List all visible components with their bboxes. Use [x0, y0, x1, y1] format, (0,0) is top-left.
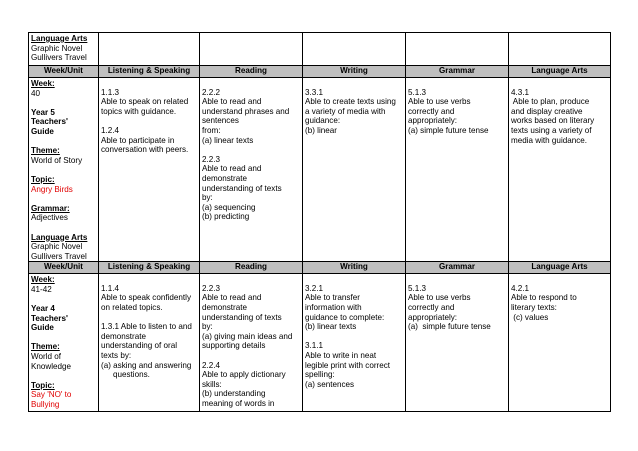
standard-line: understand phrases and — [202, 106, 290, 116]
standard-line: meaning of words in — [202, 399, 275, 408]
theme-value: Knowledge — [31, 361, 72, 371]
reading-cell — [200, 78, 303, 262]
standard-line: appropriately: — [408, 312, 458, 322]
standard-line: 1.2.4 — [101, 125, 120, 135]
standard-line: (a) sentences — [305, 379, 355, 389]
standard-line: texts using a variety of — [511, 125, 592, 135]
grammar-label: Grammar: — [31, 203, 70, 213]
standard-line: media with guidance. — [511, 135, 588, 145]
writing-cell — [303, 274, 406, 412]
col-header-writing: Writing — [303, 66, 406, 78]
theme-value: World of Story — [31, 155, 83, 165]
standard-line: (b) linear — [305, 125, 337, 135]
standard-line: (a) simple future tense — [408, 322, 491, 332]
standard-line: literary texts: — [511, 303, 557, 313]
standard-line: understanding of texts — [202, 183, 282, 193]
standard-line: understanding of oral — [101, 341, 178, 351]
week-value: 40 — [31, 88, 41, 98]
col-header-language-arts: Language Arts — [509, 262, 611, 274]
grammar-value: Adjectives — [31, 213, 68, 223]
standard-line: by: — [202, 193, 213, 203]
header-title: Language Arts — [31, 34, 88, 43]
standard-line: (b) predicting — [202, 212, 250, 222]
year-line: Guide — [31, 126, 54, 136]
standard-line: appropriately: — [408, 116, 458, 126]
standard-line: a variety of media with — [305, 106, 386, 116]
topic-label: Topic: — [31, 174, 55, 184]
topic-label: Topic: — [31, 380, 55, 390]
standard-line: Able to read and — [202, 164, 262, 174]
standard-line: (c) values — [511, 312, 549, 322]
col-header-grammar: Grammar — [406, 262, 509, 274]
standard-line: spelling: — [305, 370, 335, 380]
standard-line: Able to create texts using — [305, 97, 396, 107]
standard-line: understanding of texts — [202, 312, 282, 322]
standard-line: 1.1.3 — [101, 87, 120, 97]
empty-cell — [200, 33, 303, 66]
standard-line: Able to plan, produce — [511, 97, 590, 107]
title-row — [29, 33, 611, 66]
standard-line: works based on literary — [511, 116, 595, 126]
column-header-row — [29, 66, 611, 78]
col-header-reading: Reading — [200, 66, 303, 78]
col-header-grammar: Grammar — [406, 66, 509, 78]
writing-cell — [303, 78, 406, 262]
week-unit-cell — [29, 274, 99, 412]
standard-line: demonstrate — [202, 303, 247, 313]
col-header-listening: Listening & Speaking — [99, 66, 200, 78]
year-line: Teachers' — [31, 117, 68, 127]
standard-line: Able to read and — [202, 97, 262, 107]
language-arts-cell — [509, 78, 611, 262]
standard-line: by: — [202, 322, 213, 332]
standard-line: demonstrate — [202, 173, 247, 183]
standard-line: Able to transfer — [305, 293, 360, 303]
standard-line: 2.2.2 — [202, 87, 221, 97]
year-line: Year 4 — [31, 304, 55, 314]
standard-line: Able to read and — [202, 293, 262, 303]
standard-line: 4.3.1 — [511, 87, 530, 97]
week-row — [29, 274, 611, 412]
col-header-week: Week/Unit — [29, 66, 99, 78]
standard-line: on related topics. — [101, 303, 163, 313]
standard-line: 2.2.4 — [202, 360, 221, 370]
listening-cell — [99, 78, 200, 262]
standard-line: (a) linear texts — [202, 135, 254, 145]
listening-cell — [99, 274, 200, 412]
topic-value: Say 'NO' to — [31, 390, 72, 400]
year-line: Guide — [31, 323, 54, 333]
empty-cell — [509, 33, 611, 66]
standard-line: (b) linear texts — [305, 322, 357, 332]
header-line: Gullivers Travel — [31, 53, 87, 63]
standard-line: Able to speak on related — [101, 97, 189, 107]
standard-line: 4.2.1 — [511, 283, 530, 293]
standard-line: demonstrate — [101, 331, 146, 341]
standard-line: conversation with peers. — [101, 145, 189, 155]
standard-line: guidance: — [305, 116, 341, 126]
theme-label: Theme: — [31, 146, 60, 156]
header-line: Graphic Novel — [31, 43, 83, 53]
standard-line: 2.2.3 — [202, 283, 221, 293]
standard-line: topics with guidance. — [101, 106, 177, 116]
year-line: Teachers' — [31, 313, 68, 323]
col-header-language-arts: Language Arts — [509, 66, 611, 78]
standard-line: Able to write in neat — [305, 351, 377, 361]
col-header-reading: Reading — [200, 262, 303, 274]
standard-line: supporting details — [202, 341, 266, 351]
standard-line: (a) asking and answering — [101, 360, 192, 370]
language-arts-value: Graphic Novel — [31, 242, 83, 252]
standard-line: 1.3.1 Able to listen to and — [101, 322, 192, 332]
week-unit-cell — [29, 78, 99, 262]
standard-line: (a) giving main ideas and — [202, 331, 293, 341]
language-arts-label: Language Arts — [31, 232, 88, 242]
standard-line: correctly and — [408, 106, 455, 116]
grammar-cell — [406, 274, 509, 412]
standard-line: questions. — [113, 370, 150, 380]
syllabus-page — [28, 32, 610, 412]
empty-cell — [406, 33, 509, 66]
language-arts-cell — [509, 274, 611, 412]
standard-line: Able to use verbs — [408, 293, 471, 303]
theme-label: Theme: — [31, 342, 60, 352]
standard-line: skills: — [202, 379, 222, 389]
standard-line: (b) understanding — [202, 389, 266, 399]
header-cell — [29, 33, 99, 66]
topic-value: Angry Birds — [31, 184, 73, 194]
theme-value: World of — [31, 352, 61, 362]
standard-line: 3.3.1 — [305, 87, 324, 97]
language-arts-value: Gullivers Travel — [31, 251, 87, 261]
scheme-of-work-table — [28, 32, 611, 412]
standard-line: 1.1.4 — [101, 283, 120, 293]
week-value: 41-42 — [31, 284, 52, 294]
standard-line: correctly and — [408, 303, 455, 313]
standard-line: 2.2.3 — [202, 154, 221, 164]
standard-line: Able to participate in — [101, 135, 175, 145]
standard-line: sentences — [202, 116, 239, 126]
standard-line: Able to speak confidently — [101, 293, 191, 303]
standard-line: (a) simple future tense — [408, 125, 489, 135]
week-row — [29, 78, 611, 262]
standard-line: texts by: — [101, 351, 132, 361]
column-header-row — [29, 262, 611, 274]
col-header-week: Week/Unit — [29, 262, 99, 274]
standard-line: 5.1.3 — [408, 87, 427, 97]
standard-line: Able to apply dictionary — [202, 370, 286, 380]
reading-cell — [200, 274, 303, 412]
topic-value: Bullying — [31, 400, 60, 409]
col-header-writing: Writing — [303, 262, 406, 274]
grammar-cell — [406, 78, 509, 262]
standard-line: information with — [305, 303, 362, 313]
empty-cell — [99, 33, 200, 66]
standard-line: 5.1.3 — [408, 283, 427, 293]
standard-line: legible print with correct — [305, 360, 391, 370]
empty-cell — [303, 33, 406, 66]
standard-line: from: — [202, 125, 221, 135]
standard-line: and display creative — [511, 106, 583, 116]
standard-line: 3.1.1 — [305, 341, 324, 351]
standard-line: Able to respond to — [511, 293, 577, 303]
week-label: Week: — [31, 275, 55, 285]
week-label: Week: — [31, 79, 55, 88]
year-line: Year 5 — [31, 107, 55, 117]
standard-line: Able to use verbs — [408, 97, 471, 107]
standard-line: (a) sequencing — [202, 202, 256, 212]
standard-line: 3.2.1 — [305, 283, 324, 293]
standard-line: guidance to complete: — [305, 312, 385, 322]
col-header-listening: Listening & Speaking — [99, 262, 200, 274]
